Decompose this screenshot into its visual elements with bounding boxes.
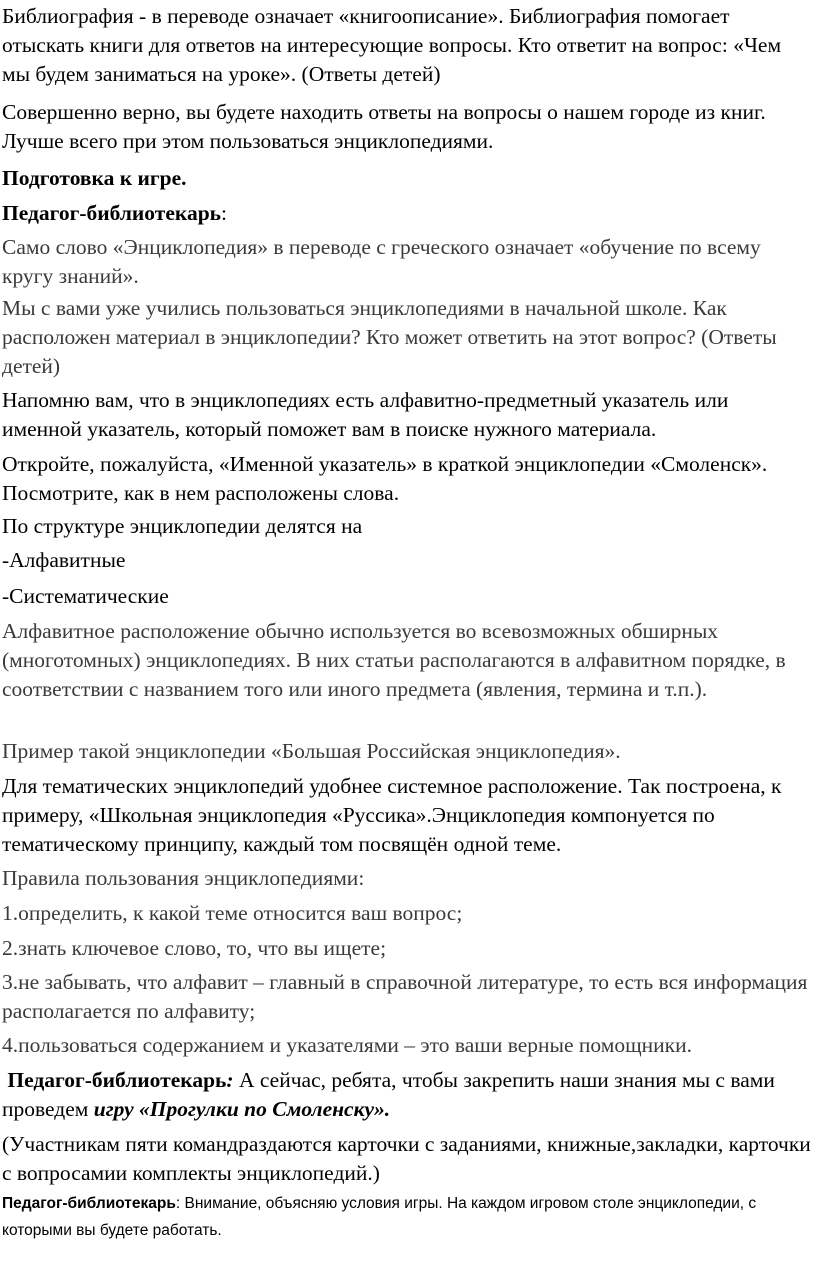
game-intro-text: А сейчас, ребята, чтобы закрепить наши знания мы с вами проведем — [2, 1068, 775, 1121]
game-conditions-text: Внимание, объясняю условия игры. На каждом игровом столе энциклопедии, с которыми вы будете работать. — [2, 1195, 757, 1239]
speaker-colon: : — [221, 201, 228, 225]
rule-item-2: 2.знать ключевое слово, то, что вы ищете; — [2, 936, 387, 960]
list-item-systematic: -Систематические — [2, 584, 169, 608]
speaker-name-2: Педагог-библиотекарь — [7, 1068, 227, 1092]
paragraph-correct-answer: Совершенно верно, вы будете находить ответы на вопросы о нашем городе из книг. Лучше всего при этом пользоваться энциклопедиями. — [2, 100, 766, 153]
rule-item-1: 1.определить, к какой теме относится ваш вопрос; — [2, 901, 463, 925]
paragraph-structure: По структуре энциклопедии делятся на — [2, 514, 363, 538]
paragraph-rules-heading: Правила пользования энциклопедиями: — [2, 866, 365, 890]
heading-text: Подготовка к игре. — [2, 166, 187, 190]
heading-game-preparation — [2, 164, 812, 193]
paragraph-encyclopedia-meaning: Само слово «Энциклопедия» в переводе с греческого означает «обучение по всему кругу знаний». — [2, 235, 761, 288]
rule-item-4: 4.пользоваться содержанием и указателями – это ваши верные помощники. — [2, 1033, 692, 1057]
paragraph-game-conditions — [2, 1190, 812, 1244]
paragraph-participants: (Участникам пяти командраздаются карточки с заданиями, книжные,закладки, карточки с вопросамии комплекты энциклопедий.) — [2, 1132, 811, 1185]
paragraph-game-intro — [2, 1066, 812, 1124]
paragraph-open-index: Откройте, пожалуйста, «Именной указатель» в краткой энциклопедии «Смоленск». Посмотрите, как в нем расположены слова. — [2, 452, 768, 505]
speaker-line — [2, 199, 812, 228]
speaker-name: Педагог-библиотекарь — [2, 201, 222, 225]
rule-item-3: 3.не забывать, что алфавит – главный в справочной литературе, то есть вся информация располагается по алфавиту; — [2, 970, 808, 1023]
paragraph-thematic: Для тематических энциклопедий удобнее системное расположение. Так построена, к примеру, «Школьная энциклопедия «Руссика».Энциклопедия компонуется по тематическому принципу, каждый том посвящён одной теме. — [2, 774, 782, 856]
speaker-colon-2: : — [226, 1068, 234, 1092]
paragraph-example-encyclopedia: Пример такой энциклопедии «Большая Российская энциклопедия». — [2, 739, 621, 763]
list-item-alphabetic: -Алфавитные — [2, 548, 126, 572]
game-title: игру «Прогулки по Смоленску». — [93, 1097, 391, 1121]
paragraph-alphabetic-arrangement: Алфавитное расположение обычно используется во всевозможных обширных (многотомных) энциклопедиях. В них статьи располагаются в алфавитном порядке, в соответствии с названием того или иного предмета (явления, термина и т.п.). — [2, 619, 786, 701]
speaker-name-3: Педагог-библиотекарь — [2, 1195, 176, 1212]
paragraph-primary-school: Мы с вами уже учились пользоваться энциклопедиями в начальной школе. Как расположен материал в энциклопедии? Кто может ответить на этот вопрос? (Ответы детей) — [2, 296, 777, 378]
speaker-colon-3: : — [175, 1195, 185, 1212]
paragraph-index-reminder: Напомню вам, что в энциклопедиях есть алфавитно-предметный указатель или именной указатель, который поможет вам в поиске нужного материала. — [2, 388, 729, 441]
paragraph-bibliography: Библиография - в переводе означает «книгоописание». Библиография помогает отыскать книги для ответов на интересующие вопросы. Кто ответит на вопрос: «Чем мы будем заниматься на уроке». (Ответы детей) — [2, 4, 782, 86]
